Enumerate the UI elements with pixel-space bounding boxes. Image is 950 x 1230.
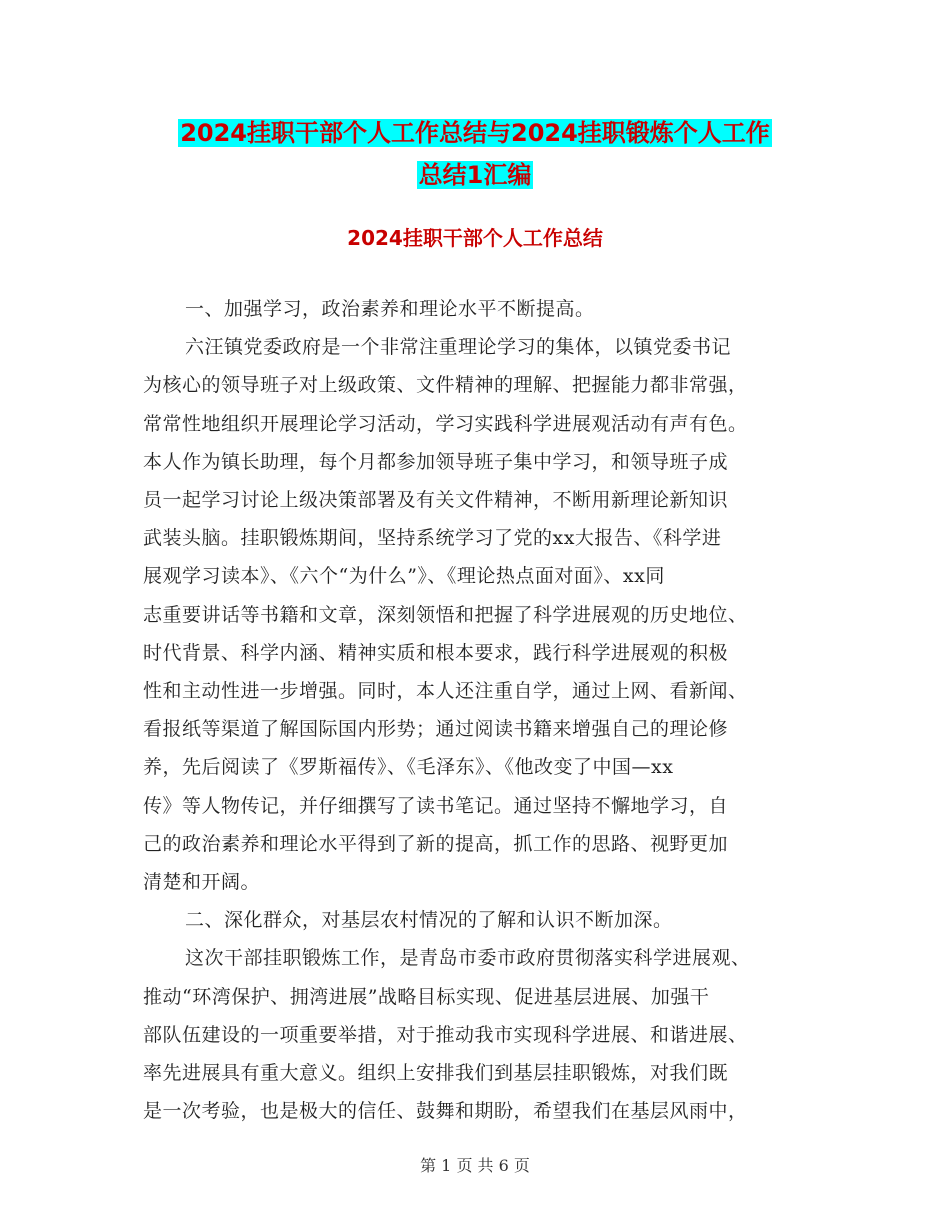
body-line: 是一次考验，也是极大的信任、鼓舞和期盼，希望我们在基层风雨中， (143, 1100, 748, 1123)
document-title (0, 112, 950, 196)
document-body (143, 290, 811, 1130)
body-line: 为核心的领导班子对上级政策、文件精神的理解、把握能力都非常强， (143, 374, 748, 397)
body-line: 部队伍建设的一项重要举措，对于推动我市实现科学进展、和谐进展、 (143, 1023, 748, 1046)
body-line: 时代背景、科学内涵、精神实质和根本要求，践行科学进展观的积极 (143, 641, 729, 664)
section-subtitle: 2024挂职干部个人工作总结 (347, 226, 603, 250)
body-line: 员一起学习讨论上级决策部署及有关文件精神，不断用新理论新知识 (143, 489, 729, 512)
body-line: 传》等人物传记，并仔细撰写了读书笔记。通过坚持不懈地学习，自 (143, 794, 729, 817)
body-line: 己的政治素养和理论水平得到了新的提高，抓工作的思路、视野更加 (143, 832, 729, 855)
body-line: 六汪镇党委政府是一个非常注重理论学习的集体，以镇党委书记 (185, 336, 732, 359)
body-line: 性和主动性进一步增强。同时，本人还注重自学，通过上网、看新闻、 (143, 680, 748, 703)
body-line: 常常性地组织开展理论学习活动，学习实践科学进展观活动有声有色。 (143, 412, 748, 435)
body-line: 这次干部挂职锻炼工作，是青岛市委市政府贯彻落实科学进展观、 (185, 947, 751, 970)
body-line: 二、深化群众，对基层农村情况的了解和认识不断加深。 (185, 909, 673, 932)
body-line: 养，先后阅读了《罗斯福传》、《毛泽东》、《他改变了中国—xx (143, 756, 674, 779)
body-line: 展观学习读本》、《六个“为什么”》、《理论热点面对面》、xx同 (143, 565, 665, 588)
body-line: 武装头脑。挂职锻炼期间，坚持系统学习了党的xx大报告、《科学进 (143, 527, 722, 550)
body-line: 志重要讲话等书籍和文章，深刻领悟和把握了科学进展观的历史地位、 (143, 603, 748, 626)
body-line: 本人作为镇长助理，每个月都参加领导班子集中学习，和领导班子成 (143, 450, 729, 473)
body-line: 推动“环湾保护、拥湾进展”战略目标实现、促进基层进展、加强干 (143, 985, 710, 1008)
body-line: 一、加强学习，政治素养和理论水平不断提高。 (185, 298, 595, 320)
title-line-1: 2024挂职干部个人工作总结与2024挂职锻炼个人工作 (180, 119, 770, 147)
page-footer: 第 1 页 共 6 页 (420, 1156, 530, 1175)
body-line: 清楚和开阔。 (143, 871, 261, 894)
title-line-2: 总结1汇编 (418, 161, 532, 189)
body-line: 看报纸等渠道了解国际国内形势；通过阅读书籍来增强自己的理论修 (143, 718, 729, 741)
body-line: 率先进展具有重大意义。组织上安排我们到基层挂职锻炼，对我们既 (143, 1062, 729, 1085)
